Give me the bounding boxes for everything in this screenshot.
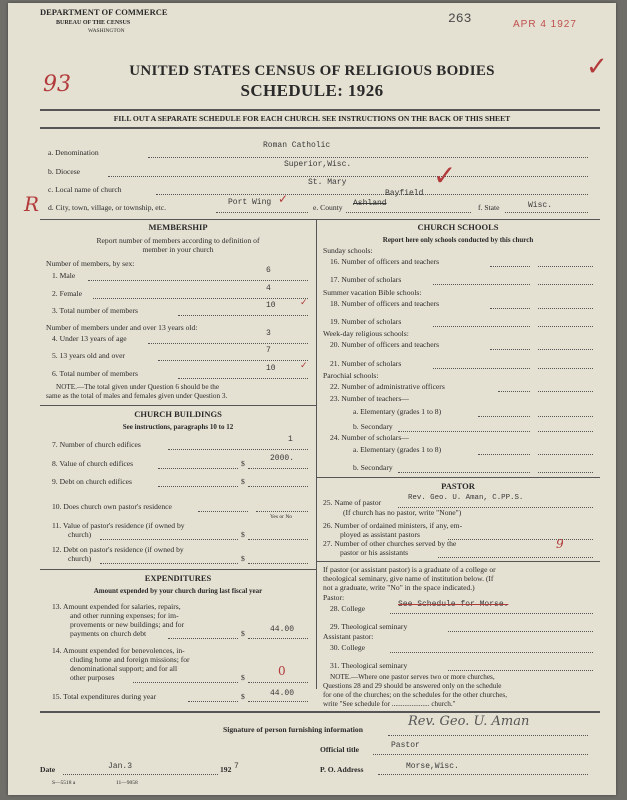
q25-label: 25. Name of pastor bbox=[323, 498, 382, 507]
schools-intro: Report here only schools conducted by this church bbox=[382, 236, 534, 244]
received-date-stamp: APR 4 1927 bbox=[513, 19, 577, 30]
signature-label: Signature of person furnishing information bbox=[223, 725, 363, 734]
check-mark-q3: ✓ bbox=[300, 298, 308, 308]
department-label: DEPARTMENT OF COMMERCE bbox=[40, 7, 168, 17]
q14-label-1: 14. Amount expended for benevolences, in- bbox=[52, 646, 185, 655]
denomination-label: a. Denomination bbox=[48, 148, 99, 157]
q13-dollar: $ bbox=[241, 629, 245, 638]
q12-label-2: church) bbox=[68, 554, 92, 563]
handwritten-r: R bbox=[24, 192, 40, 216]
q11-label-1: 11. Value of pastor's residence (if owned by bbox=[52, 521, 185, 530]
q5-value: 7 bbox=[266, 346, 271, 355]
county-struck-value: Ashland bbox=[353, 199, 387, 208]
membership-note-1: NOTE.—The total given under Question 6 should be the bbox=[56, 383, 220, 391]
graduate-note-3: not a graduate, write "No" in the space indicated.) bbox=[323, 583, 475, 592]
graduate-note-2: theological seminary, give name of institution below. (If bbox=[323, 574, 494, 583]
q10-label: 10. Does church own pastor's residence bbox=[52, 502, 172, 511]
q13-label-3: provements or new buildings; and for bbox=[70, 620, 185, 629]
pastor-note-1: NOTE.—Where one pastor serves two or more churches, bbox=[330, 673, 495, 681]
q27-label-2: pastor or his assistants bbox=[340, 548, 409, 557]
handwritten-number: 93 bbox=[43, 72, 71, 97]
q25-value: Rev. Geo. U. Aman, C.PP.S. bbox=[408, 494, 524, 502]
q29-label: 29. Theological seminary bbox=[330, 622, 408, 631]
q15-dollar: $ bbox=[241, 692, 245, 701]
local-name-value: St. Mary bbox=[308, 178, 347, 187]
q1-label: 1. Male bbox=[52, 271, 76, 280]
members-by-age-label: Number of members under and over 13 years old: bbox=[46, 323, 198, 332]
denomination-value: Roman Catholic bbox=[263, 141, 331, 150]
q22-label: 22. Number of administrative officers bbox=[330, 382, 445, 391]
bureau-label: BUREAU OF THE CENSUS bbox=[56, 20, 131, 26]
q14-label-3: denominational support; and for all bbox=[70, 664, 178, 673]
check-mark-county: ✓ bbox=[433, 159, 457, 192]
q3-value: 10 bbox=[266, 301, 276, 310]
q9-label: 9. Debt on church edifices bbox=[52, 477, 132, 486]
summer-schools-label: Summer vacation Bible schools: bbox=[323, 288, 422, 297]
q8-label: 8. Value of church edifices bbox=[52, 459, 134, 468]
q4-value: 3 bbox=[266, 329, 271, 338]
pastor-note-4: write "See schedule for ..................... church." bbox=[323, 700, 456, 708]
q15-label: 15. Total expenditures during year bbox=[52, 692, 157, 701]
q20-label: 20. Number of officers and teachers bbox=[330, 340, 440, 349]
q5-label: 5. 13 years old and over bbox=[52, 351, 125, 360]
q8-value: 2000. bbox=[270, 454, 295, 463]
q23b-label: b. Secondary bbox=[353, 422, 393, 431]
census-schedule-sheet bbox=[8, 3, 616, 795]
q11-dollar: $ bbox=[241, 530, 245, 539]
pastor-label: Pastor: bbox=[323, 593, 345, 602]
date-label: Date bbox=[40, 765, 56, 774]
form-code: S—5518 a bbox=[52, 780, 76, 786]
stamp-number: 263 bbox=[448, 11, 472, 26]
local-name-label: c. Local name of church bbox=[48, 185, 122, 194]
instruction-banner: FILL OUT A SEPARATE SCHEDULE FOR EACH CHURCH. SEE INSTRUCTIONS ON THE BACK OF THIS SHEET bbox=[113, 114, 511, 123]
q13-label-1: 13. Amount expended for salaries, repairs, bbox=[52, 602, 181, 611]
county-label: e. County bbox=[313, 203, 343, 212]
q24-label: 24. Number of scholars— bbox=[330, 433, 409, 442]
q8-dollar: $ bbox=[241, 459, 245, 468]
q23a-label: a. Elementary (grades 1 to 8) bbox=[353, 407, 442, 416]
q6-label: 6. Total number of members bbox=[52, 369, 139, 378]
state-value: Wisc. bbox=[528, 201, 553, 210]
pastor-note-2: Questions 28 and 29 should be answered only on the schedule bbox=[323, 682, 502, 690]
q24a-label: a. Elementary (grades 1 to 8) bbox=[353, 445, 442, 454]
q4-label: 4. Under 13 years of age bbox=[52, 334, 127, 343]
q30-label: 30. College bbox=[330, 643, 366, 652]
q2-label: 2. Female bbox=[52, 289, 82, 298]
parochial-schools-label: Parochial schools: bbox=[323, 371, 379, 380]
q14-dollar: $ bbox=[241, 673, 245, 682]
po-address-label: P. O. Address bbox=[320, 765, 364, 774]
q16-label: 16. Number of officers and teachers bbox=[330, 257, 440, 266]
membership-note-2: same as the total of males and females given under Question 3. bbox=[46, 392, 228, 400]
check-mark-city: ✓ bbox=[278, 192, 289, 206]
q21-label: 21. Number of scholars bbox=[330, 359, 402, 368]
check-mark-q6: ✓ bbox=[300, 361, 308, 371]
signature-value: Rev. Geo. U. Aman bbox=[408, 714, 530, 729]
membership-heading: MEMBERSHIP bbox=[148, 222, 208, 232]
city-town-value: Port Wing bbox=[228, 198, 272, 207]
state-label: f. State bbox=[478, 203, 500, 212]
q14-value: 0 bbox=[278, 664, 286, 678]
schedule-title: SCHEDULE: 1926 bbox=[240, 81, 384, 100]
form-title: UNITED STATES CENSUS OF RELIGIOUS BODIES bbox=[129, 63, 495, 79]
year-value: 7 bbox=[234, 762, 239, 771]
q3-label: 3. Total number of members bbox=[52, 306, 139, 315]
assistant-pastor-label: Assistant pastor: bbox=[323, 632, 374, 641]
q26-label-1: 26. Number of ordained ministers, if any, em- bbox=[323, 521, 463, 530]
official-title-label: Official title bbox=[320, 745, 360, 754]
schools-heading: CHURCH SCHOOLS bbox=[417, 222, 499, 232]
q7-value: 1 bbox=[288, 435, 293, 444]
weekday-schools-label: Week-day religious schools: bbox=[323, 329, 409, 338]
city-label: WASHINGTON bbox=[88, 28, 125, 34]
city-town-label: d. City, town, village, or township, etc. bbox=[48, 203, 167, 212]
q1-value: 6 bbox=[266, 266, 271, 275]
pastor-heading: PASTOR bbox=[441, 481, 475, 491]
q7-label: 7. Number of church edifices bbox=[52, 440, 141, 449]
membership-intro-2: member in your church bbox=[142, 245, 214, 254]
form-code-2: 11—9058 bbox=[116, 780, 138, 786]
q17-label: 17. Number of scholars bbox=[330, 275, 402, 284]
q19-label: 19. Number of scholars bbox=[330, 317, 402, 326]
diocese-value: Superior,Wisc. bbox=[284, 160, 352, 169]
pastor-note-3: for one of the churches; on the schedules for the other churches, bbox=[323, 691, 508, 699]
q27-value: 9 bbox=[556, 537, 564, 551]
q13-label-4: payments on church debt bbox=[70, 629, 147, 638]
q11-label-2: church) bbox=[68, 530, 92, 539]
check-mark-top: ✓ bbox=[586, 52, 608, 82]
q23-label: 23. Number of teachers— bbox=[330, 394, 409, 403]
q28-value: See Schedule for Morse. bbox=[398, 600, 509, 609]
q12-dollar: $ bbox=[241, 554, 245, 563]
membership-intro-1: Report number of members according to definition of bbox=[96, 236, 260, 245]
county-value: Bayfield bbox=[385, 189, 424, 198]
official-title-value: Pastor bbox=[391, 741, 420, 750]
q13-label-2: and other running expenses; for im- bbox=[70, 611, 179, 620]
expenditures-sub: Amount expended by your church during last fiscal year bbox=[93, 587, 263, 595]
year-label: 192 bbox=[220, 765, 232, 774]
graduate-note-1: If pastor (or assistant pastor) is a graduate of a college or bbox=[323, 565, 496, 574]
buildings-sub: See instructions, paragraphs 10 to 12 bbox=[122, 423, 234, 431]
q9-dollar: $ bbox=[241, 477, 245, 486]
po-address-value: Morse,Wisc. bbox=[406, 762, 459, 771]
q26-label-2: ployed as assistant pastors bbox=[340, 530, 420, 539]
q14-label-4: other purposes bbox=[70, 673, 115, 682]
q6-value: 10 bbox=[266, 364, 276, 373]
q12-label-1: 12. Debt on pastor's residence (if owned by bbox=[52, 545, 184, 554]
q31-label: 31. Theological seminary bbox=[330, 661, 408, 670]
diocese-label: b. Diocese bbox=[48, 167, 81, 176]
members-by-sex-label: Number of members, by sex: bbox=[46, 259, 135, 268]
date-value: Jan.3 bbox=[108, 762, 133, 771]
q28-label: 28. College bbox=[330, 604, 366, 613]
q27-label-1: 27. Number of other churches served by the bbox=[323, 539, 457, 548]
q25-sub: (If church has no pastor, write "None") bbox=[343, 508, 462, 517]
q14-label-2: cluding home and foreign missions; for bbox=[70, 655, 190, 664]
q2-value: 4 bbox=[266, 284, 271, 293]
sunday-schools-label: Sunday schools: bbox=[323, 246, 373, 255]
expenditures-heading: EXPENDITURES bbox=[144, 573, 212, 583]
q18-label: 18. Number of officers and teachers bbox=[330, 299, 440, 308]
q24b-label: b. Secondary bbox=[353, 463, 393, 472]
yes-no-hint: Yes or No bbox=[270, 514, 293, 520]
q13-value: 44.00 bbox=[270, 625, 295, 634]
buildings-heading: CHURCH BUILDINGS bbox=[134, 409, 222, 419]
q15-value: 44.00 bbox=[270, 689, 295, 698]
